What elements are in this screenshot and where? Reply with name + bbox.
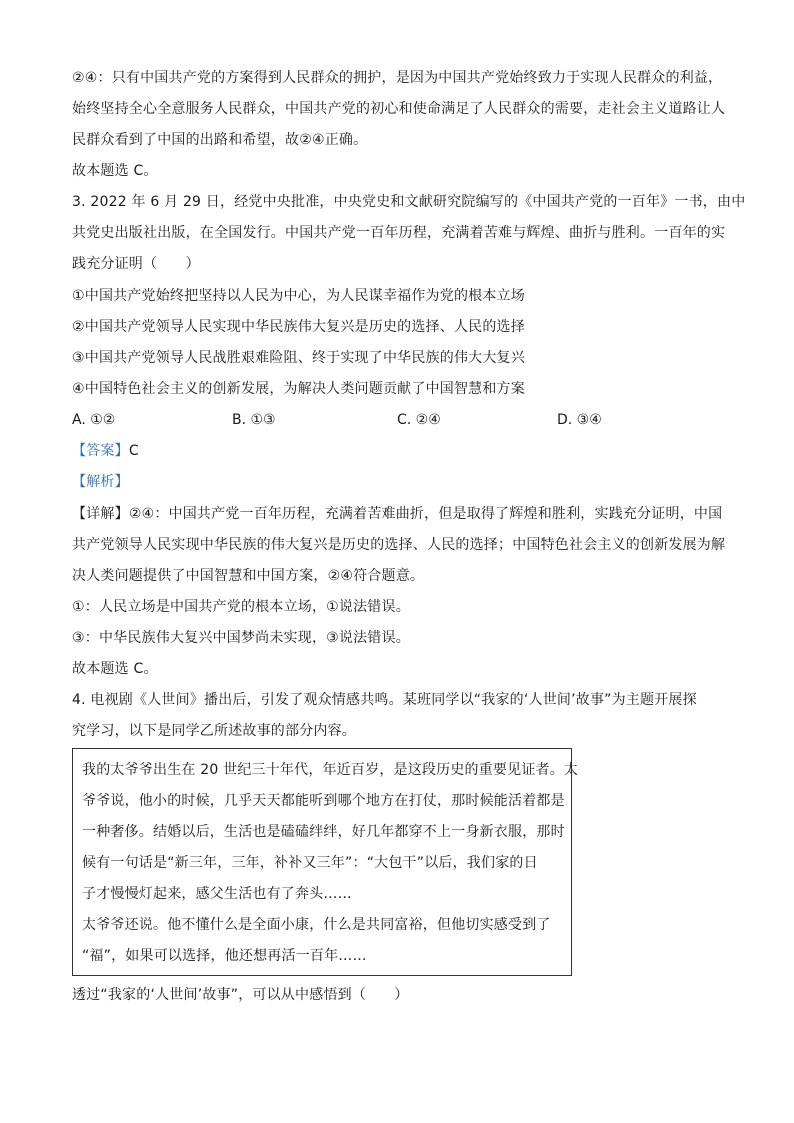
explanation-line: 民群众看到了中国的出路和希望，故②④正确。 xyxy=(72,132,368,148)
story-line: 我的太爷爷出生在 20 世纪三十年代，年近百岁，是这段历史的重要见证者。太 xyxy=(82,762,579,778)
question-3-item: ①中国共产党始终把坚持以人民为中心，为人民谋幸福作为党的根本立场 xyxy=(72,288,525,304)
detail-text: ②④：中国共产党一百年历程，充满着苦难曲折，但是取得了辉煌和胜利，实践充分证明，中国 xyxy=(128,506,723,522)
analysis-line xyxy=(72,473,129,491)
question-4-stem: 究学习，以下是同学乙所述故事的部分内容。 xyxy=(72,723,356,739)
question-3-stem: 3. 2022 年 6 月 29 日，经党中央批准，中央党史和文献研究院编写的《中国共产党的一百年》一书，由中 xyxy=(72,194,746,210)
option-c: C. ②④ xyxy=(397,412,441,428)
detail-line: 决人类问题提供了中国智慧和中国方案，②④符合题意。 xyxy=(72,568,425,584)
story-line: 爷爷说，他小的时候，几乎天天都能听到哪个地方在打仗，那时候能活着都是 xyxy=(82,793,565,809)
wrong-option-explanation: ③：中华民族伟大复兴中国梦尚未实现，③说法错误。 xyxy=(72,630,410,646)
detail-line xyxy=(72,505,722,523)
explanation-line: 始终坚持全心全意服务人民群众，中国共产党的初心和使命满足了人民群众的需要，走社会主义道路让人 xyxy=(72,101,726,117)
story-line: “福”，如果可以选择，他还想再活一百年…… xyxy=(82,948,367,964)
conclusion-line: 故本题选 C。 xyxy=(72,661,158,677)
option-b: B. ①③ xyxy=(232,412,276,428)
explanation-line: ②④：只有中国共产党的方案得到人民群众的拥护，是因为中国共产党始终致力于实现人民群众的利益， xyxy=(72,70,723,86)
option-d: D. ③④ xyxy=(557,412,602,428)
option-a: A. ①② xyxy=(72,412,116,428)
question-4-stem: 4. 电视剧《人世间》播出后，引发了观众情感共鸣。某班同学以“我家的‘人世间’故事”为主题开展探 xyxy=(72,692,697,708)
story-line: 一种奢侈。结婚以后，生活也是磕磕绊绊，好几年都穿不上一身新衣服，那时 xyxy=(82,824,565,840)
answer-value: C xyxy=(128,443,139,459)
question-3-item: ③中国共产党领导人民战胜艰难险阻、终于实现了中华民族的伟大大复兴 xyxy=(72,350,525,366)
story-line: 子才慢慢灯起来，感父生活也有了奔头…… xyxy=(82,886,352,902)
question-3-item: ④中国特色社会主义的创新发展，为解决人类问题贡献了中国智慧和方案 xyxy=(72,381,525,397)
question-3-stem: 共党史出版社出版，在全国发行。中国共产党一百年历程，充满着苦难与辉煌、曲折与胜利。一百年的实 xyxy=(72,225,726,241)
detail-tag: 【详解】 xyxy=(72,506,129,522)
answer-tag: 【答案】 xyxy=(72,443,129,459)
analysis-tag: 【解析】 xyxy=(72,474,129,490)
question-3-stem: 践充分证明（ ） xyxy=(72,256,200,272)
question-3-item: ②中国共产党领导人民实现中华民族伟大复兴是历史的选择、人民的选择 xyxy=(72,319,525,335)
detail-line: 共产党领导人民实现中华民族的伟大复兴是历史的选择、人民的选择；中国特色社会主义的创新发展为解 xyxy=(72,537,726,553)
question-4-prompt: 透过“我家的‘人世间’故事”，可以从中感悟到（ ） xyxy=(72,987,409,1003)
answer-line xyxy=(72,442,139,460)
story-line: 候有一句话是“新三年，三年，补补又三年”：“大包干”以后，我们家的日 xyxy=(82,855,538,871)
wrong-option-explanation: ①：人民立场是中国共产党的根本立场，①说法错误。 xyxy=(72,599,410,615)
conclusion-line: 故本题选 C。 xyxy=(72,163,158,179)
story-line: 太爷爷还说。他不懂什么是全面小康，什么是共同富裕，但他切实感受到了 xyxy=(82,917,551,933)
